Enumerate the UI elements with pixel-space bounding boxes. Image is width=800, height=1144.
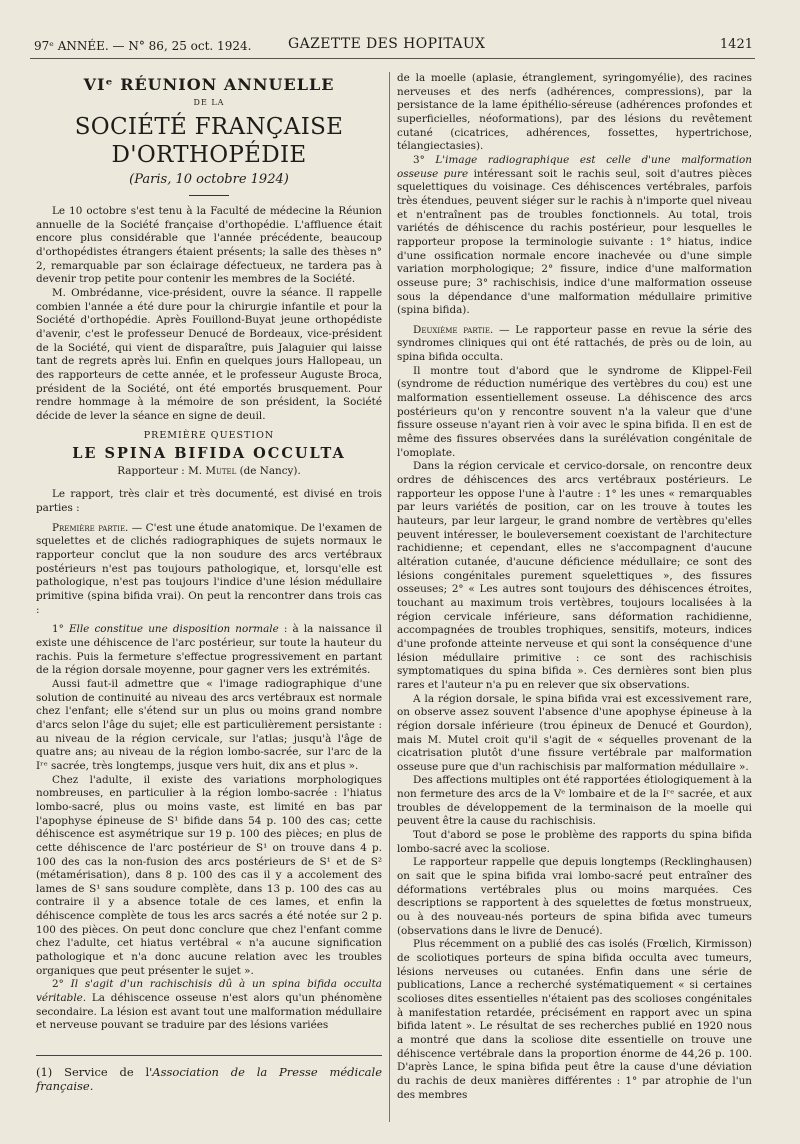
meeting-place-date: (Paris, 10 octobre 1924) [129, 172, 289, 188]
dorsal-region-paragraph: A la région dorsale, le spina bifida vrai est excessivement rare, on observe assez souvent l'absence d'une apophyse épineuse à la région dorsale inférieure (trou épineux de Denucé et Gourdon), mais M. Mutel croit qu'il s'agit de « séquelles provenant de la cicatrisation plutôt d'une fissure vertébrale par malformation osseuse pure que d'un rachischisis par malformation médullaire ». [397, 692, 752, 773]
heading-connector: DE LA [193, 97, 225, 107]
meeting-heading: VIᵉ RÉUNION ANNUELLE [83, 75, 335, 94]
column-divider [389, 72, 390, 1122]
scoliosis-question-paragraph: Tout d'abord se pose le problème des rapports du spina bifida lombo-sacré avec la scoliose. [397, 829, 752, 855]
part-one-label: Première partie. [52, 521, 129, 534]
opening-paragraph: M. Ombrédanne, vice-président, ouvre la séance. Il rappelle combien l'année a été dure pour la chirurgie infantile et pour la Société d'orthopédie. Après Fouillond-Buyat jeune orthopédiste d'avenir, c'est le professeur Denucé de Bordeaux, vice-président de la Société, qui vient de disparaître, puis Jalaguier qui laisse tant de regrets après lui. Enfin en quelques jours Hallopeau, un des rapporteurs de cette année, et le professeur Auguste Broca, président de la Société, ont été emportés brusquement. Pour rendre hommage à la mémoire de son président, la Société décide de lever la séance en signe de deuil. [36, 286, 382, 422]
part-two-text: — Le rapporteur passe en revue la série des syndromes cliniques qui ont été rattachés, de près ou de loin, au spina bifida occulta. [397, 323, 752, 364]
adult-variations-paragraph: Chez l'adulte, il existe des variations morphologiques nombreuses, en particulier à la région lombo-sacrée : l'hiatus lombo-sacré, plus ou moins vaste, est limité en bas par l'apophyse épineuse de S¹ bifide dans 54 p. 100 des cas; cette déhiscence est asymétrique sur 19 p. 100 des pièces; en plus de cette déhiscence de l'arc postérieur de S¹ on trouve dans 4 p. 100 des cas la non-fusion des arcs postérieurs de S¹ et de S² (métamérisation), dans 8 p. 100 des cas il y a accolement des lames de S¹ sans soudure complète, dans 13 p. 100 des cas au contraire il y a absence totale de ces lames, et enfin la déhiscence complète de tous les arcs sacrés a été notée sur 2 p. 100 des pièces. On peut donc conclure que chez l'enfant comme chez l'adulte, cet hiatus vertébral « n'a aucune signification pathologique et n'a donc aucune relation avec les troubles organiques que peut présenter le sujet ». [36, 773, 382, 977]
part-two-label: Deuxième partie. [413, 323, 494, 336]
rapporteur-name: Mutel [205, 464, 237, 477]
radiographic-image-paragraph: Aussi faut-il admettre que « l'image radiographique d'une solution de continuité au niveau des arcs vertébraux est normale chez l'enfant; elle s'étend sur un plus ou moins grand nombre d'arcs selon l'âge du sujet; elle est particulièrement persistante : au niveau de la région cervicale, sur l'atlas; jusqu'à l'âge de quatre ans; au niveau de la région lombo-sacrée, sur l'arc de la Iʳᵉ sacrée, très longtemps, jusque vers huit, dix ans et plus ». [36, 677, 382, 772]
klippel-feil-paragraph: Il montre tout d'abord que le syndrome de Klippel-Feil (syndrome de réduction numérique des vertèbres du cou) est une malformation essentiellement osseuse. La déhiscence des arcs postérieurs qu'on y rencontre souvent n'a la valeur que d'une fissure osseuse n'ayant rien à voir avec le spina bifida. Il en est de même des fissures observées dans la surélévation congénitale de l'omoplate. [397, 364, 752, 459]
report-structure-paragraph: Le rapport, très clair et très documenté, est divisé en trois parties : [36, 488, 382, 515]
footnote [36, 1066, 382, 1093]
case-two-text: La déhiscence osseuse n'est alors qu'un phénomène secondaire. La lésion est avant tout une malformation médullaire et nerveuse pouvant se traduire par des lésions variées [36, 992, 382, 1032]
part-two-paragraph [397, 324, 752, 365]
footnote-prefix: (1) Service de l' [36, 1065, 153, 1080]
case-one-text: : à la naissance il existe une déhiscence de l'arc postérieur, sur toute la hauteur du rachis. Puis la fermeture s'effectue progressivement en partant de la région dorsale moyenne, pour gagner vers les extrémités. [36, 623, 382, 677]
case-three-number: 3° [413, 153, 436, 166]
lesions-continuation-paragraph: de la moelle (aplasie, étranglement, syringomyélie), des racines nerveuses et des nerfs (adhérences, compressions), par la persistance de la lame épithélio-séreuse (adhérences profondes et superficielles, néoformations), par des lésions du revêtement cutané (cicatrices, adhérences, fossettes, hypertrichose, télangiectasies). [397, 72, 752, 153]
journal-title: GAZETTE DES HOPITAUX [288, 36, 486, 52]
lance-research-paragraph: Plus récemment on a publié des cas isolés (Frœlich, Kirmisson) de scoliotiques porteurs de spina bifida occulta avec tumeurs, lésions nerveuses ou cutanées. Enfin dans une série de publications, Lance a recherché systématiquement « si certaines scolioses dites essentielles n'étaient pas des scolioses congénitales à manifestation retardée, précisément en rapport avec un spina bifida latent ». Le résultat de ses recherches publié en 1920 nous a montré que dans la scoliose dite essentielle on trouve une déhiscence vertébrale dans la proportion énorme de 44,26 p. 100. D'après Lance, le spina bifida peut être la cause d'une déviation du rachis de deux manières différentes : 1° par atrophie de l'un des membres [397, 938, 752, 1101]
running-header [30, 34, 755, 59]
part-one-text: — C'est une étude anatomique. De l'examen de squelettes et de clichés radiographiques de sujets normaux le rapporteur conclut que la non soudure des arcs vertébraux postérieurs n'est pas toujours pathologique, et, lorsqu'elle est pathologique, n'est pas toujours l'indice d'une lésion médullaire primitive (spina bifida vrai). On peut la rencontrer dans trois cas : [36, 521, 382, 616]
subject-heading: LE SPINA BIFIDA OCCULTA [72, 445, 346, 463]
rapporteur-suffix: (de Nancy). [236, 464, 301, 477]
case-three-text: intéressant soit le rachis seul, soit d'autres pièces squelettiques du voisinage. Ces déhiscences vertébrales, parfois très étendues, peuvent siéger sur le rachis à n'importe quel niveau et n'entraînent pas de troubles fonctionnels. Au total, trois variétés de déhiscence du rachis postérieur, pour lesquelles le rapporteur propose la terminologie suivante : 1° hiatus, indice d'une ossification normale encore inachevée ou d'une simple variation morphologique; 2° fissure, indice d'une malformation osseuse pure; 3° rachischisis, indice d'une malformation osseuse sous la dépendance d'une malformation médullaire primitive (spina bifida). [397, 167, 752, 317]
case-one-title: Elle constitue une disposition normale [68, 623, 279, 636]
issue-info: 97ᵉ ANNÉE. — N° 86, 25 oct. 1924. [34, 39, 252, 53]
rapporteur-line [36, 465, 382, 479]
case-two-title: Il s'agit d'un rachischisis dû à un spina bifida occulta véritable. [36, 978, 382, 1005]
part-one-paragraph [36, 522, 382, 618]
question-heading: PREMIÈRE QUESTION [143, 430, 275, 442]
case-one-paragraph [36, 623, 382, 678]
right-column [397, 72, 752, 1102]
footnote-source: Association de la Presse médicale française. [36, 1065, 382, 1093]
society-heading: SOCIÉTÉ FRANÇAISE D'ORTHOPÉDIE [74, 114, 344, 169]
heading-rule [189, 195, 229, 196]
left-column [36, 72, 382, 1093]
footnote-rule [36, 1055, 382, 1056]
intro-paragraph: Le 10 octobre s'est tenu à la Faculté de médecine la Réunion annuelle de la Société française d'orthopédie. L'affluence était encore plus considérable que l'année précédente, beaucoup d'orthopédistes étrangers étaient présents; la salle des thèses n° 2, remarquable par son éclairage défectueux, ne tardera pas à devenir trop petite pour contenir les membres de la Société. [36, 204, 382, 286]
multiple-affections-paragraph: Des affections multiples ont été rapportées étiologiquement à la non fermeture des arcs de la Vᵉ lombaire et de la Iʳᵉ sacrée, et aux troubles de développement de la terminaison de la moelle qui peuvent être la cause du rachischisis. [397, 774, 753, 828]
case-two-number: 2° [52, 978, 71, 991]
page-number: 1421 [719, 37, 753, 52]
case-one-number: 1° [52, 623, 69, 636]
recklinghausen-paragraph: Le rapporteur rappelle que depuis longtemps (Recklinghausen) on sait que le spina bifida vrai lombo-sacré peut entraîner des déformations vertébrales plus ou moins marquées. Ces descriptions se rapportent à des squelettes de fœtus monstrueux, ou à des nouveau-nés porteurs de spina bifida avec tumeurs (observations dans le livre de Denucé). [397, 856, 752, 937]
rapporteur-prefix: Rapporteur : M. [117, 464, 206, 477]
cervical-region-paragraph: Dans la région cervicale et cervico-dorsale, on rencontre deux ordres de déhiscences des arcs vertébraux postérieurs. Le rapporteur les oppose l'une à l'autre : 1° les unes « remarquables par leurs variétés de position, car on les trouve à toutes les hauteurs, par leur largeur, le grand nombre de vertèbres qu'elles peuvent intéresser, le bouleversement coexistant de l'architecture rachidienne; et cependant, elles ne s'accompagnent d'aucune altération cutanée, d'aucune déficience médullaire; ce sont des lésions congénitales purement squelettiques », des fissures osseuses; 2° « Les autres sont toujours des déhiscences étroites, touchant au maximum trois vertèbres, toujours localisées à la région cervicale inférieure, sans déformation rachidienne, accompagnées de troubles trophiques, sensitifs, moteurs, indices d'une profonde atteinte nerveuse et qui sont la conséquence d'une lésion médullaire primitive : ce sont des rachischisis symptomatiques du spina bifida ». Ces dernières sont bien plus rares et l'auteur n'a pu en relever que six observations. [397, 460, 752, 691]
case-two-paragraph [36, 978, 382, 1033]
case-three-paragraph [397, 154, 752, 318]
case-three-title: L'image radiographique est celle d'une malformation osseuse pure [397, 153, 752, 180]
